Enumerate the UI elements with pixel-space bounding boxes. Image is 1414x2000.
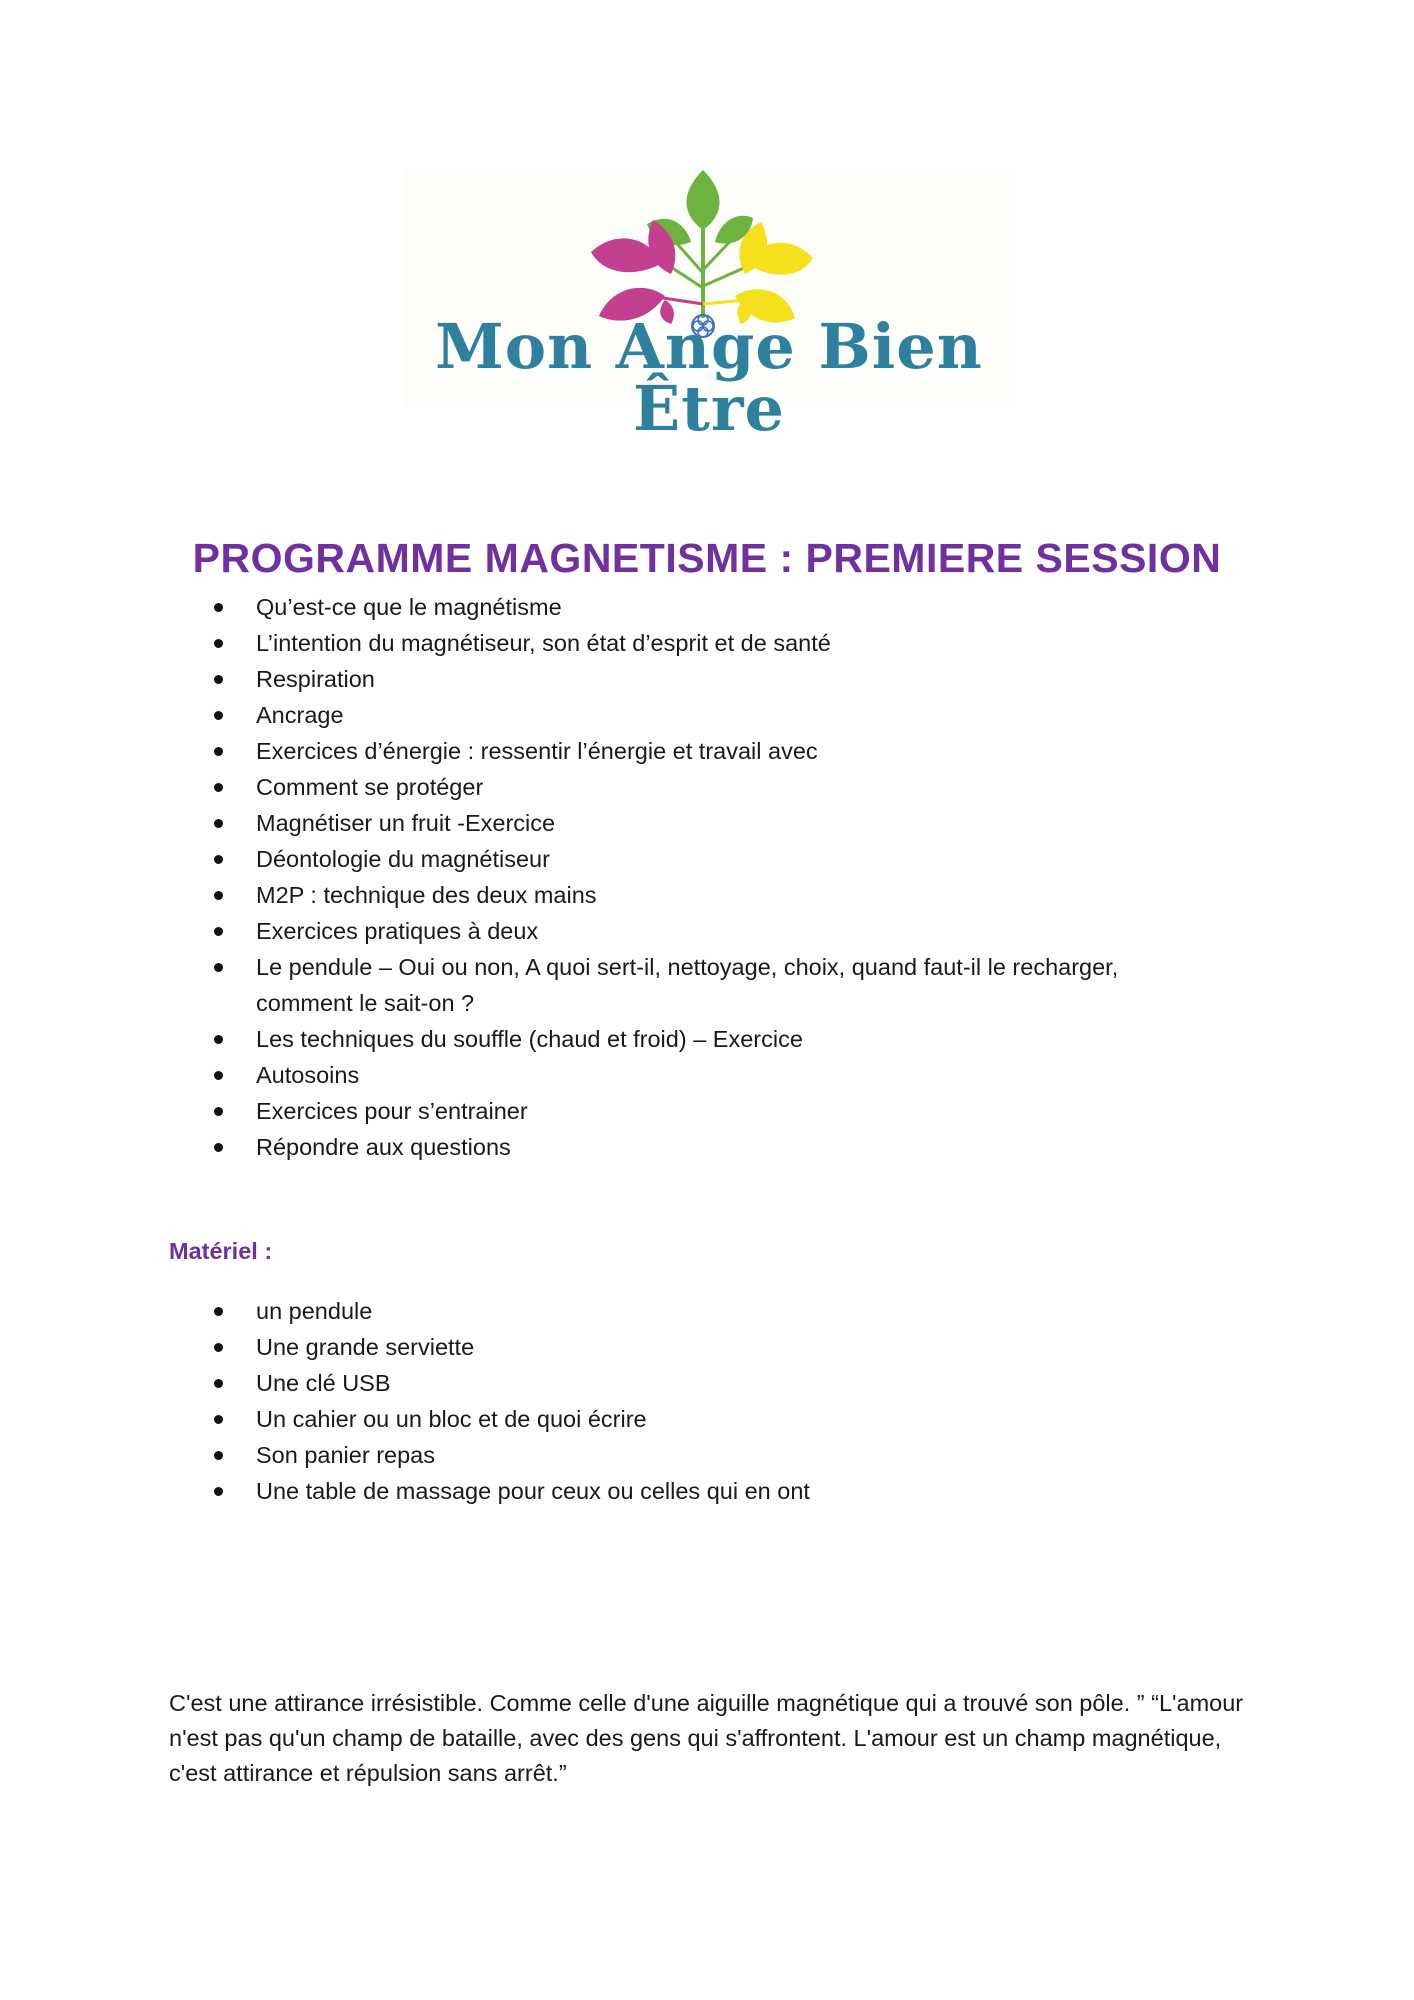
list-item: Une grande serviette (212, 1329, 1216, 1365)
list-item: Un cahier ou un bloc et de quoi écrire (212, 1401, 1216, 1437)
brand-name: Mon Ange Bien Être (435, 310, 983, 445)
materiel-list (212, 1293, 1216, 1509)
list-item: Répondre aux questions (212, 1129, 1216, 1165)
list-item: Ancrage (212, 697, 1216, 733)
list-item: Le pendule – Oui ou non, A quoi sert-il, nettoyage, choix, quand faut-il le recharger, comment le sait-on ? (212, 949, 1216, 1021)
list-item: un pendule (212, 1293, 1216, 1329)
list-item: L’intention du magnétiseur, son état d’esprit et de santé (212, 625, 1216, 661)
list-item: Les techniques du souffle (chaud et froid) – Exercice (212, 1021, 1216, 1057)
brand-logo (403, 168, 1015, 445)
list-item: Son panier repas (212, 1437, 1216, 1473)
list-item: Qu’est-ce que le magnétisme (212, 589, 1216, 625)
list-item: M2P : technique des deux mains (212, 877, 1216, 913)
list-item: Exercices pratiques à deux (212, 913, 1216, 949)
materiel-heading: Matériel : (169, 1238, 273, 1264)
quote-paragraph: C'est une attirance irrésistible. Comme celle d'une aiguille magnétique qui a trouvé son pôle. ” “L'amour n'est pas qu'un champ de bataille, avec des gens qui s'affrontent. L'amour est un champ magnétique, c'est attirance et répulsion sans arrêt.” (169, 1690, 1244, 1786)
list-item: Une clé USB (212, 1365, 1216, 1401)
page-title: PROGRAMME MAGNETISME : PREMIERE SESSION (192, 535, 1222, 582)
list-item: Comment se protéger (212, 769, 1216, 805)
list-item: Autosoins (212, 1057, 1216, 1093)
list-item: Déontologie du magnétiseur (212, 841, 1216, 877)
list-item: Respiration (212, 661, 1216, 697)
programme-list (212, 589, 1216, 1165)
list-item: Exercices pour s’entrainer (212, 1093, 1216, 1129)
list-item: Magnétiser un fruit -Exercice (212, 805, 1216, 841)
list-item: Une table de massage pour ceux ou celles qui en ont (212, 1473, 1216, 1509)
list-item: Exercices d’énergie : ressentir l’énergie et travail avec (212, 733, 1216, 769)
